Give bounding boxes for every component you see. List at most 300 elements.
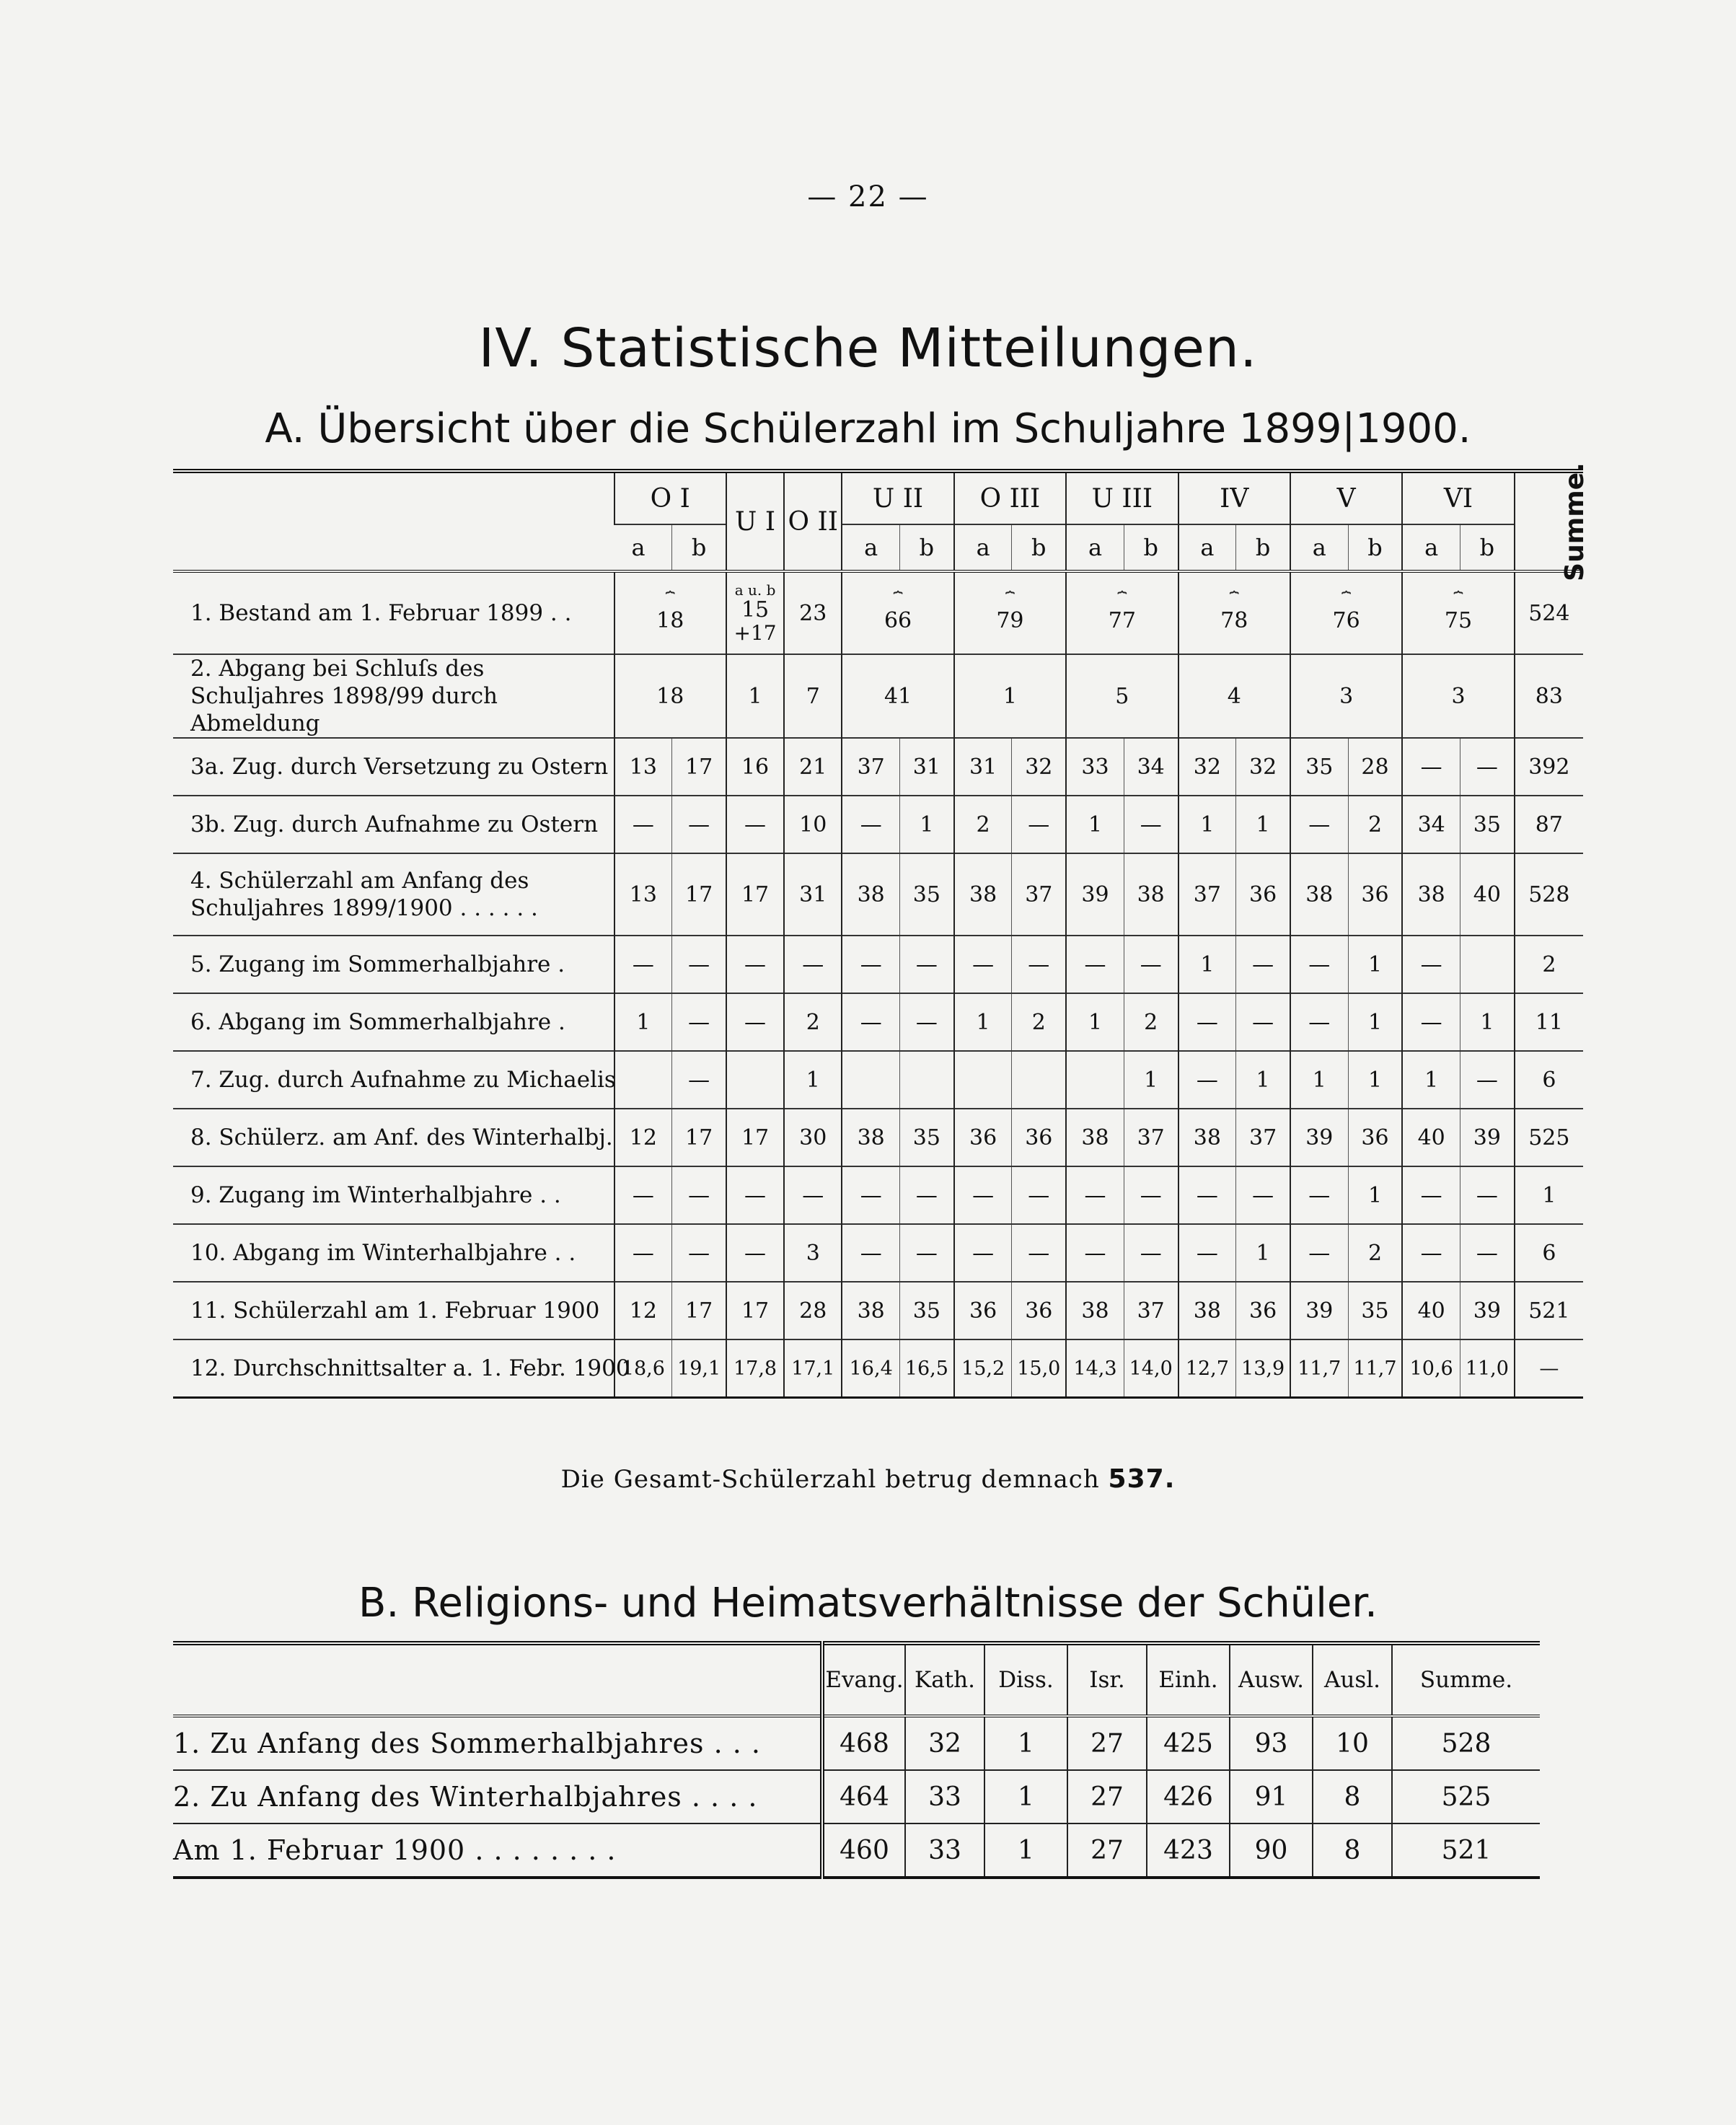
table-row xyxy=(173,1224,1583,1282)
table-cell: 13,9 xyxy=(1236,1339,1290,1398)
table-row xyxy=(173,1823,1540,1878)
cell-ui: a u. b 15 +17 xyxy=(726,571,784,654)
table-cell: 31 xyxy=(900,738,954,796)
table-cell: 40 xyxy=(1402,1109,1460,1166)
row-label: 12. Durchschnittsalter a. 1. Febr. 1900 xyxy=(190,1355,630,1381)
table-cell: 39 xyxy=(1460,1282,1515,1339)
cell-sum: 528 xyxy=(1515,853,1583,936)
col-head-ui: U I xyxy=(726,471,784,571)
cell-sum: 524 xyxy=(1515,571,1583,654)
table-cell: 10 xyxy=(1313,1716,1392,1770)
table-cell: 2 xyxy=(1348,1224,1402,1282)
col-head-oi: O I xyxy=(614,471,726,524)
table-cell: 2 xyxy=(1124,993,1178,1051)
table-cell: — xyxy=(672,1051,726,1109)
table-cell: 36 xyxy=(1236,853,1290,936)
table-cell: — xyxy=(1066,1224,1124,1282)
table-cell: 16,5 xyxy=(900,1339,954,1398)
cell-sum: 6 xyxy=(1515,1224,1583,1282)
table-row xyxy=(173,796,1583,853)
table-cell: — xyxy=(1124,1166,1178,1224)
table-row xyxy=(173,993,1583,1051)
table-cell: 27 xyxy=(1067,1770,1147,1823)
table-cell: — xyxy=(1236,936,1290,993)
table-cell: 38 xyxy=(842,1282,899,1339)
table-cell: 35 xyxy=(900,853,954,936)
table-cell: — xyxy=(1066,936,1124,993)
table-cell: 36 xyxy=(1236,1282,1290,1339)
col-head-b: Ausw. xyxy=(1230,1643,1313,1716)
cell-uii: 41 xyxy=(842,654,953,738)
table-cell xyxy=(842,1051,899,1109)
table-cell: 36 xyxy=(1348,1109,1402,1166)
table-a xyxy=(173,462,1590,1399)
table-cell: — xyxy=(842,993,899,1051)
table-cell: — xyxy=(672,936,726,993)
table-cell: 35 xyxy=(900,1282,954,1339)
table-cell: 1 xyxy=(1236,1051,1290,1109)
table-cell: — xyxy=(1236,1166,1290,1224)
table-cell: 39 xyxy=(1460,1109,1515,1166)
table-cell: 40 xyxy=(1402,1282,1460,1339)
table-cell: — xyxy=(614,936,672,993)
table-cell: 10,6 xyxy=(1402,1339,1460,1398)
table-cell: — xyxy=(954,1166,1012,1224)
sub-head-b: b xyxy=(1348,524,1402,571)
section-a-title: A. Übersicht über die Schülerzahl im Schuljahre 1899|1900. xyxy=(265,405,1471,452)
table-cell: — xyxy=(1402,936,1460,993)
table-cell: 1 xyxy=(984,1716,1067,1770)
table-cell: 1 xyxy=(1290,1051,1348,1109)
table-cell: 1 xyxy=(1124,1051,1178,1109)
row-label: 9. Zugang im Winterhalbjahre . . xyxy=(190,1182,561,1208)
table-cell: 28 xyxy=(1348,738,1402,796)
table-cell xyxy=(900,1051,954,1109)
table-cell: 27 xyxy=(1067,1823,1147,1878)
table-cell: 2 xyxy=(1348,796,1402,853)
col-head-summe: Summe. xyxy=(1515,471,1583,571)
table-cell: — xyxy=(1290,1166,1348,1224)
row-label: 2. Zu Anfang des Winterhalbjahres . . . . xyxy=(173,1781,758,1813)
table-cell: 14,0 xyxy=(1124,1339,1178,1398)
table-cell: 31 xyxy=(784,853,842,936)
table-cell: 34 xyxy=(1124,738,1178,796)
table-cell: 8 xyxy=(1313,1770,1392,1823)
table-cell: 17,8 xyxy=(726,1339,784,1398)
col-head-uiii: U III xyxy=(1066,471,1178,524)
col-head-b: Evang. xyxy=(822,1643,905,1716)
col-head-b: Isr. xyxy=(1067,1643,1147,1716)
cell-sum: 87 xyxy=(1515,796,1583,853)
table-cell: 35 xyxy=(1460,796,1515,853)
table-cell: 1 xyxy=(984,1770,1067,1823)
col-head-oiii: O III xyxy=(954,471,1066,524)
table-cell: — xyxy=(784,936,842,993)
total-value: 537. xyxy=(1108,1464,1176,1494)
cell-sum: 1 xyxy=(1515,1166,1583,1224)
table-cell xyxy=(1460,936,1515,993)
table-cell: — xyxy=(1178,1051,1236,1109)
table-cell: — xyxy=(1402,738,1460,796)
col-head-vi: VI xyxy=(1402,471,1514,524)
col-head-iv: IV xyxy=(1178,471,1290,524)
table-cell: 1 xyxy=(1066,796,1124,853)
cell-sum: 83 xyxy=(1515,654,1583,738)
table-cell: 32 xyxy=(1012,738,1066,796)
table-cell: 32 xyxy=(1236,738,1290,796)
table-row xyxy=(173,936,1583,993)
table-cell: 2 xyxy=(954,796,1012,853)
col-head-b: Kath. xyxy=(905,1643,984,1716)
table-cell: 39 xyxy=(1066,853,1124,936)
table-row xyxy=(173,1109,1583,1166)
table-cell: 521 xyxy=(1392,1823,1540,1878)
header-row-classes xyxy=(173,471,1583,524)
table-cell: — xyxy=(1290,1224,1348,1282)
table-cell: 38 xyxy=(1066,1282,1124,1339)
sub-head-a: a xyxy=(842,524,899,571)
table-cell: 40 xyxy=(1460,853,1515,936)
table-cell: 1 xyxy=(1348,993,1402,1051)
table-cell: 15,0 xyxy=(1012,1339,1066,1398)
table-cell: 1 xyxy=(900,796,954,853)
total-text: Die Gesamt-Schülerzahl betrug demnach xyxy=(560,1465,1100,1494)
table-cell: 525 xyxy=(1392,1770,1540,1823)
table-cell: 38 xyxy=(1402,853,1460,936)
cell-sum: 521 xyxy=(1515,1282,1583,1339)
table-cell: 1 xyxy=(1348,1051,1402,1109)
table-cell: — xyxy=(1178,1166,1236,1224)
cell-v: 3 xyxy=(1290,654,1402,738)
cell-sum: — xyxy=(1515,1339,1583,1398)
cell-sum: 392 xyxy=(1515,738,1583,796)
cell-oiii: ⏞ 79 xyxy=(954,571,1066,654)
table-cell xyxy=(954,1051,1012,1109)
cell-ui: 1 xyxy=(726,654,784,738)
table-cell: 1 xyxy=(1236,796,1290,853)
table-cell: 19,1 xyxy=(672,1339,726,1398)
table-cell: 27 xyxy=(1067,1716,1147,1770)
table-cell: — xyxy=(1460,1166,1515,1224)
table-cell: 38 xyxy=(1066,1109,1124,1166)
cell-sum: 6 xyxy=(1515,1051,1583,1109)
table-cell: 1 xyxy=(1460,993,1515,1051)
table-cell: — xyxy=(672,1224,726,1282)
cell-v: ⏞ 76 xyxy=(1290,571,1402,654)
table-cell: 17 xyxy=(726,1109,784,1166)
table-cell: — xyxy=(900,936,954,993)
table-cell: 2 xyxy=(784,993,842,1051)
table-cell: — xyxy=(614,1224,672,1282)
table-cell: 93 xyxy=(1230,1716,1313,1770)
cell-sum: 11 xyxy=(1515,993,1583,1051)
cell-oii: 7 xyxy=(784,654,842,738)
table-cell: — xyxy=(1012,1166,1066,1224)
row-label: 7. Zug. durch Aufnahme zu Michaelis xyxy=(190,1067,616,1093)
table-cell: — xyxy=(900,1166,954,1224)
table-cell: 38 xyxy=(1178,1109,1236,1166)
table-row xyxy=(173,1282,1583,1339)
sub-head-b: b xyxy=(900,524,954,571)
table-cell: 36 xyxy=(1012,1282,1066,1339)
row-label: 3b. Zug. durch Aufnahme zu Ostern xyxy=(190,811,599,837)
table-cell: 13 xyxy=(614,853,672,936)
table-cell: 36 xyxy=(954,1109,1012,1166)
table-cell: 16,4 xyxy=(842,1339,899,1398)
row-label: 1. Bestand am 1. Februar 1899 . . xyxy=(190,600,572,626)
table-cell: 37 xyxy=(1178,853,1236,936)
table-cell: 12 xyxy=(614,1109,672,1166)
table-cell: — xyxy=(726,993,784,1051)
cell-uiii: 5 xyxy=(1066,654,1178,738)
table-cell: — xyxy=(1012,796,1066,853)
table-cell: 36 xyxy=(954,1282,1012,1339)
page-number: — 22 — xyxy=(807,180,929,214)
table-cell: — xyxy=(1460,1224,1515,1282)
table-cell: 11,0 xyxy=(1460,1339,1515,1398)
table-cell: — xyxy=(672,796,726,853)
main-title: IV. Statistische Mitteilungen. xyxy=(478,317,1258,379)
table-cell: 17,1 xyxy=(784,1339,842,1398)
sub-head-a: a xyxy=(1178,524,1236,571)
table-row xyxy=(173,738,1583,796)
cell-sum: 2 xyxy=(1515,936,1583,993)
table-cell: — xyxy=(726,1166,784,1224)
sub-head-a: a xyxy=(954,524,1012,571)
table-cell xyxy=(1012,1051,1066,1109)
sub-head-b: b xyxy=(1236,524,1290,571)
table-cell: — xyxy=(1402,1166,1460,1224)
table-cell: — xyxy=(726,1224,784,1282)
table-cell: 21 xyxy=(784,738,842,796)
table-cell: 33 xyxy=(905,1823,984,1878)
row-label: 1. Zu Anfang des Sommerhalbjahres . . . xyxy=(173,1728,761,1759)
table-cell: 1 xyxy=(1178,936,1236,993)
table-cell: 1 xyxy=(984,1823,1067,1878)
cell-oi: ⏞ 18 xyxy=(614,571,726,654)
table-cell: 3 xyxy=(784,1224,842,1282)
table-cell: — xyxy=(1402,993,1460,1051)
cell-uii: ⏞ 66 xyxy=(842,571,953,654)
table-row xyxy=(173,1716,1540,1770)
table-cell: — xyxy=(1178,1224,1236,1282)
table-cell: 12 xyxy=(614,1282,672,1339)
table-row xyxy=(173,1166,1583,1224)
row-label: 5. Zugang im Sommerhalbjahre . xyxy=(190,951,565,977)
table-cell: 17 xyxy=(726,853,784,936)
table-cell: 36 xyxy=(1012,1109,1066,1166)
table-cell: 1 xyxy=(1066,993,1124,1051)
total-line xyxy=(0,1464,1736,1494)
table-cell: — xyxy=(672,1166,726,1224)
table-cell: 91 xyxy=(1230,1770,1313,1823)
table-cell: 1 xyxy=(1348,936,1402,993)
table-cell: 37 xyxy=(842,738,899,796)
row-label: 11. Schülerzahl am 1. Februar 1900 xyxy=(190,1298,600,1324)
table-cell: 17 xyxy=(672,738,726,796)
table-cell: — xyxy=(954,1224,1012,1282)
table-cell: 11,7 xyxy=(1290,1339,1348,1398)
table-cell: — xyxy=(1290,936,1348,993)
table-cell: — xyxy=(726,796,784,853)
table-cell: 35 xyxy=(1348,1282,1402,1339)
sub-head-a: a xyxy=(631,534,646,561)
table-cell: 460 xyxy=(822,1823,905,1878)
table-cell: 12,7 xyxy=(1178,1339,1236,1398)
table-row xyxy=(173,1339,1583,1398)
table-cell: 34 xyxy=(1402,796,1460,853)
table-cell: 33 xyxy=(905,1770,984,1823)
table-cell: 17 xyxy=(672,1282,726,1339)
table-cell: — xyxy=(900,993,954,1051)
table-cell: — xyxy=(1460,738,1515,796)
table-cell: 32 xyxy=(1178,738,1236,796)
sub-head-b: b xyxy=(1460,524,1515,571)
table-cell xyxy=(614,1051,672,1109)
table-cell: 464 xyxy=(822,1770,905,1823)
table-cell: 11,7 xyxy=(1348,1339,1402,1398)
table-cell: — xyxy=(1460,1051,1515,1109)
row-label: 3a. Zug. durch Versetzung zu Ostern xyxy=(190,754,609,780)
table-cell: 1 xyxy=(954,993,1012,1051)
cell-iv: 4 xyxy=(1178,654,1290,738)
table-cell: 28 xyxy=(784,1282,842,1339)
table-cell: 16 xyxy=(726,738,784,796)
table-cell: — xyxy=(1402,1224,1460,1282)
table-cell: 39 xyxy=(1290,1109,1348,1166)
col-head-b: Diss. xyxy=(984,1643,1067,1716)
table-cell: 38 xyxy=(842,853,899,936)
header-row-b xyxy=(173,1643,1540,1716)
table-cell: 38 xyxy=(842,1109,899,1166)
table-cell: — xyxy=(842,1224,899,1282)
table-cell: — xyxy=(1236,993,1290,1051)
cell-vi: ⏞ 75 xyxy=(1402,571,1514,654)
cell-vi: 3 xyxy=(1402,654,1514,738)
table-cell: 30 xyxy=(784,1109,842,1166)
table-cell: — xyxy=(900,1224,954,1282)
sub-head-b: b xyxy=(1012,524,1066,571)
sub-head-a: a xyxy=(1290,524,1348,571)
table-cell: — xyxy=(842,796,899,853)
cell-oiii: 1 xyxy=(954,654,1066,738)
table-cell: 15,2 xyxy=(954,1339,1012,1398)
table-cell: 90 xyxy=(1230,1823,1313,1878)
table-cell: 38 xyxy=(954,853,1012,936)
table-cell: — xyxy=(1124,936,1178,993)
table-cell: 1 xyxy=(1348,1166,1402,1224)
table-cell: 18,6 xyxy=(614,1339,672,1398)
table-cell: — xyxy=(842,936,899,993)
table-cell xyxy=(726,1051,784,1109)
table-cell: 37 xyxy=(1124,1282,1178,1339)
col-head-b: Einh. xyxy=(1147,1643,1230,1716)
table-cell: 38 xyxy=(1124,853,1178,936)
table-cell: 425 xyxy=(1147,1716,1230,1770)
sub-head-a: a xyxy=(1066,524,1124,571)
table-cell: — xyxy=(954,936,1012,993)
table-cell: 39 xyxy=(1290,1282,1348,1339)
table-cell: 1 xyxy=(1178,796,1236,853)
table-cell: 1 xyxy=(1236,1224,1290,1282)
table-row xyxy=(173,853,1583,936)
table-cell: 38 xyxy=(1290,853,1348,936)
table-cell: — xyxy=(1012,936,1066,993)
row-label: 4. Schülerzahl am Anfang des Schuljahres 1899/1900 . . . . . . xyxy=(190,868,538,921)
table-cell: — xyxy=(1290,993,1348,1051)
cell-iv: ⏞ 78 xyxy=(1178,571,1290,654)
table-cell: 38 xyxy=(1178,1282,1236,1339)
cell-oi: 18 xyxy=(614,654,726,738)
table-cell: 8 xyxy=(1313,1823,1392,1878)
table-cell: — xyxy=(1124,1224,1178,1282)
table-row xyxy=(173,571,1583,654)
cell-sum: 525 xyxy=(1515,1109,1583,1166)
table-cell xyxy=(1066,1051,1124,1109)
col-head-v: V xyxy=(1290,471,1402,524)
col-head-b: Ausl. xyxy=(1313,1643,1392,1716)
table-cell: 426 xyxy=(1147,1770,1230,1823)
table-cell: — xyxy=(1290,796,1348,853)
cell-uiii: ⏞ 77 xyxy=(1066,571,1178,654)
col-head-b: Summe. xyxy=(1392,1643,1540,1716)
table-cell: — xyxy=(1178,993,1236,1051)
table-cell: 17 xyxy=(726,1282,784,1339)
table-cell: 423 xyxy=(1147,1823,1230,1878)
table-cell: — xyxy=(726,936,784,993)
table-cell: 37 xyxy=(1236,1109,1290,1166)
table-cell: 468 xyxy=(822,1716,905,1770)
table-cell: 1 xyxy=(614,993,672,1051)
table-cell: — xyxy=(1124,796,1178,853)
table-cell: — xyxy=(842,1166,899,1224)
row-label: Am 1. Februar 1900 . . . . . . . . xyxy=(173,1834,617,1866)
table-row xyxy=(173,654,1583,738)
table-cell: 37 xyxy=(1124,1109,1178,1166)
table-cell: 1 xyxy=(1402,1051,1460,1109)
cell-oii: 23 xyxy=(784,571,842,654)
table-cell: 528 xyxy=(1392,1716,1540,1770)
row-label: 10. Abgang im Winterhalbjahre . . xyxy=(190,1240,576,1266)
table-cell: 14,3 xyxy=(1066,1339,1124,1398)
table-b xyxy=(173,1641,1540,1879)
col-head-uii: U II xyxy=(842,471,953,524)
table-cell: — xyxy=(1066,1166,1124,1224)
sub-head-a: a xyxy=(1402,524,1460,571)
table-cell: 1 xyxy=(784,1051,842,1109)
table-cell: 17 xyxy=(672,853,726,936)
table-cell: 31 xyxy=(954,738,1012,796)
table-cell: 33 xyxy=(1066,738,1124,796)
table-row xyxy=(173,1770,1540,1823)
row-label: 2. Abgang bei Schluſs des Schuljahres 1898/99 durch Abmeldung xyxy=(190,656,498,736)
section-b-title: B. Religions- und Heimatsverhältnisse der Schüler. xyxy=(358,1580,1378,1627)
table-cell: 10 xyxy=(784,796,842,853)
sub-head-b: b xyxy=(1124,524,1178,571)
table-cell: 17 xyxy=(672,1109,726,1166)
table-cell: — xyxy=(1012,1224,1066,1282)
table-row xyxy=(173,1051,1583,1109)
table-cell: 37 xyxy=(1012,853,1066,936)
col-head-oii: O II xyxy=(784,471,842,571)
table-cell: — xyxy=(672,993,726,1051)
row-label: 6. Abgang im Sommerhalbjahre . xyxy=(190,1009,565,1035)
table-cell: — xyxy=(784,1166,842,1224)
table-cell: 2 xyxy=(1012,993,1066,1051)
table-cell: 32 xyxy=(905,1716,984,1770)
sub-head-b: b xyxy=(672,524,726,571)
row-label: 8. Schülerz. am Anf. des Winterhalbj. xyxy=(190,1125,613,1151)
